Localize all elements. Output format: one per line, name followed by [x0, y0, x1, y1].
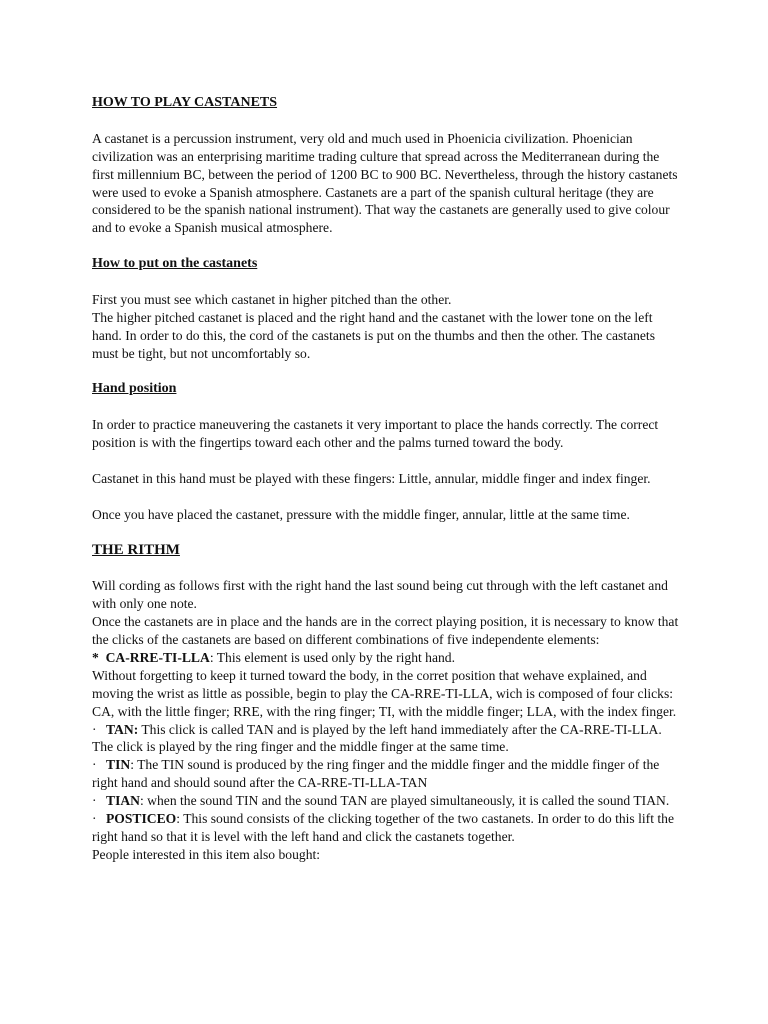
carretilla-item [92, 649, 682, 667]
bullet-marker: · [92, 721, 97, 737]
tan-text: This click is called TAN and is played by the left hand immediately after the CA-RRE-TI-LLA. The click is played by the ring finger and the middle finger at the same time. [92, 721, 662, 755]
document-page [92, 94, 682, 864]
posticeo-text: : This sound consists of the clicking together of the two castanets. In order to do this lift the right hand so that it is level with the left hand and click the castanets together. [92, 811, 674, 845]
hand-paragraph-3: Once you have placed the castanet, pressure with the middle finger, annular, little at the same time. [92, 506, 630, 522]
heading-rithm: THE RITHM [92, 541, 180, 558]
footer-line: People interested in this item also bought: [92, 846, 321, 862]
hand-paragraph-1: In order to practice maneuvering the castanets it very important to place the hands correctly. The correct position is with the fingertips toward each other and the palms turned toward the body. [92, 417, 659, 451]
tin-term: TIN [106, 757, 131, 773]
put-on-paragraph-1: First you must see which castanet in higher pitched than the other. [92, 291, 452, 307]
posticeo-term: POSTICEO [106, 811, 177, 827]
page-title: HOW TO PLAY CASTANETS [92, 95, 278, 110]
posticeo-item [92, 810, 682, 846]
tian-text: : when the sound TIN and the sound TAN are played simultaneously, it is called the sound TIAN. [140, 793, 670, 809]
tin-item [92, 756, 682, 792]
heading-hand-position: Hand position [92, 381, 177, 397]
bullet-marker: · [92, 757, 97, 773]
tian-term: TIAN [106, 793, 140, 809]
bullet-marker: · [92, 811, 97, 827]
star-marker: * [92, 649, 99, 665]
bullet-marker: · [92, 793, 97, 809]
tan-item [92, 721, 682, 757]
put-on-paragraph-2: The higher pitched castanet is placed and the right hand and the castanet with the lower tone on the left hand. In order to do this, the cord of the castanets is put on the thumbs and then the other. The castanets must be tight, but not uncomfortably so. [92, 309, 655, 361]
hand-paragraph-2: Castanet in this hand must be played with these fingers: Little, annular, middle finger and index finger. [92, 470, 651, 486]
tan-term: TAN: [106, 721, 139, 737]
heading-put-on: How to put on the castanets [92, 256, 258, 272]
tin-text: : The TIN sound is produced by the ring finger and the middle finger and the middle finger of the right hand and should sound after the CA-RRE-TI-LLA-TAN [92, 757, 660, 791]
rithm-paragraph-2: Once the castanets are in place and the hands are in the correct playing position, it is necessary to know that the clicks of the castanets are based on different combinations of five independente elements: [92, 614, 679, 648]
intro-paragraph: A castanet is a percussion instrument, very old and much used in Phoenicia civilization. Phoenician civilization was an enterprising maritime trading culture that spread across the Mediterranean during the first millennium BC, between the period of 1200 BC to 900 BC. Nevertheless, through the history castanets were used to evoke a Spanish atmosphere. Castanets are a part of the spanish cultural heritage (they are considered to be the spanish national instrument). That way the castanets are generally used to give colour and to evoke a Spanish musical atmosphere. [92, 130, 678, 236]
rithm-paragraph-1: Will cording as follows first with the right hand the last sound being cut through with the left castanet and with only one note. [92, 578, 668, 612]
carretilla-term: CA-RRE-TI-LLA [105, 649, 210, 665]
tian-item [92, 792, 682, 810]
rithm-paragraph-3: Without forgetting to keep it turned toward the body, in the corret position that wehave explained, and moving the wrist as little as possible, begin to play the CA-RRE-TI-LLA, wich is composed of four clicks: CA, with the little finger; RRE, with the ring finger; TI, with the middle finger; LLA, with the index finger. [92, 667, 677, 719]
carretilla-text: : This element is used only by the right hand. [209, 649, 455, 665]
